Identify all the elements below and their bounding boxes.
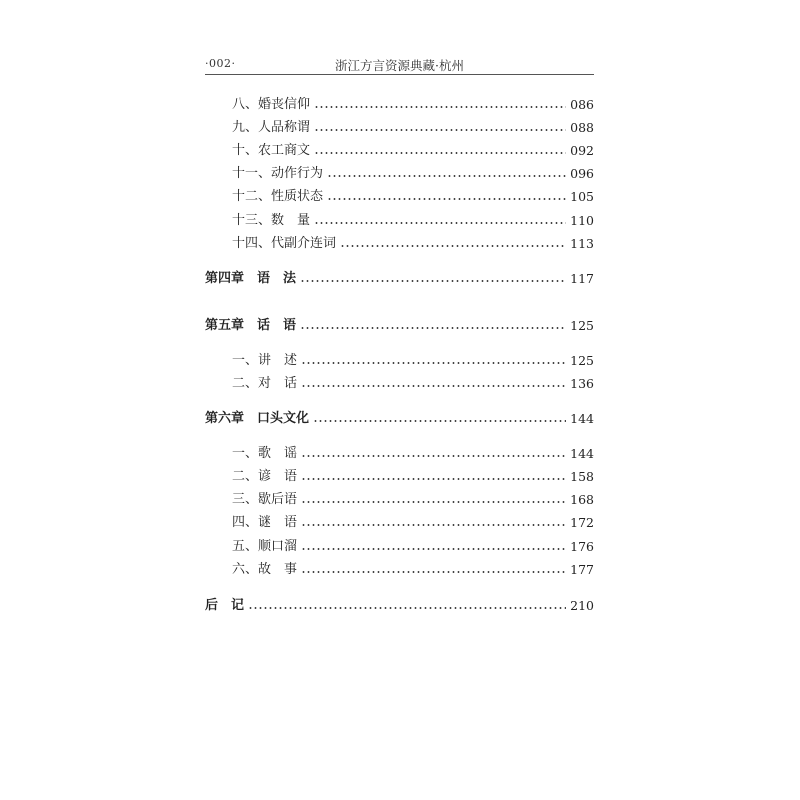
toc-entry-label: 六、故 事	[232, 562, 298, 577]
dot-leader	[301, 478, 566, 480]
toc-entry	[232, 513, 594, 533]
toc-entry-label: 三、歇后语	[232, 492, 298, 507]
toc-entry	[232, 467, 594, 487]
toc-entry	[232, 141, 594, 161]
toc-entry	[232, 537, 594, 557]
toc-entry-label: 四、谜 语	[232, 515, 298, 530]
toc-entry-page: 125	[570, 318, 594, 333]
header-page-number: ·002·	[205, 57, 236, 70]
toc-entry-page: 086	[570, 97, 594, 112]
toc-entry-page: 136	[570, 376, 594, 391]
toc-entry-page: 113	[570, 236, 594, 251]
dot-leader	[301, 385, 566, 387]
dot-leader	[301, 524, 566, 526]
header-book-title: 浙江方言资源典藏·杭州	[335, 58, 464, 73]
toc-entry-label: 十一、动作行为	[232, 166, 324, 181]
toc-chapter-label: 第五章 话 语	[205, 318, 297, 333]
toc-chapter-entry	[205, 596, 594, 616]
toc-entry	[232, 351, 594, 371]
toc-entry-page: 096	[570, 166, 594, 181]
toc-entry	[232, 187, 594, 207]
toc-entry	[232, 95, 594, 115]
dot-leader	[301, 362, 566, 364]
toc-entry	[232, 490, 594, 510]
toc-entry-label: 十三、数 量	[232, 213, 311, 228]
dot-leader	[301, 571, 566, 573]
toc-entry	[232, 374, 594, 394]
toc-entry-page: 158	[570, 469, 594, 484]
toc-entry-label: 二、对 话	[232, 376, 298, 391]
dot-leader	[300, 327, 566, 329]
dot-leader	[301, 501, 566, 503]
toc-entry-page: 125	[570, 353, 594, 368]
toc-entry-page: 105	[570, 189, 594, 204]
toc-entry	[232, 118, 594, 138]
dot-leader	[340, 245, 566, 247]
toc-entry	[232, 560, 594, 580]
toc-entry-page: 210	[570, 598, 594, 613]
toc-entry-page: 172	[570, 515, 594, 530]
toc-chapter-label: 后 记	[205, 598, 245, 613]
toc-entry-page: 088	[570, 120, 594, 135]
dot-leader	[248, 607, 566, 609]
toc-entry-label: 十四、代副介连词	[232, 236, 337, 251]
toc-entry-label: 八、婚丧信仰	[232, 97, 311, 112]
toc-entry-label: 五、顺口溜	[232, 539, 298, 554]
toc-entry-page: 144	[570, 411, 594, 426]
toc-entry-label: 十二、性质状态	[232, 189, 324, 204]
running-header	[205, 55, 594, 73]
toc-entry	[232, 234, 594, 254]
toc-entry-page: 110	[570, 213, 594, 228]
toc-chapter-entry	[205, 409, 594, 429]
toc-chapter-label: 第六章 口头文化	[205, 411, 310, 426]
toc-entry	[232, 444, 594, 464]
dot-leader	[314, 152, 566, 154]
toc-entry-label: 一、歌 谣	[232, 446, 298, 461]
toc-entry-label: 二、谚 语	[232, 469, 298, 484]
toc-entry-page: 176	[570, 539, 594, 554]
dot-leader	[301, 455, 566, 457]
header-rule	[205, 74, 594, 75]
toc-entry-page: 092	[570, 143, 594, 158]
toc-entry-page: 177	[570, 562, 594, 577]
toc-entry-page: 117	[570, 271, 594, 286]
dot-leader	[301, 548, 566, 550]
dot-leader	[314, 106, 566, 108]
toc-entry-label: 九、人品称谓	[232, 120, 311, 135]
toc-entry	[232, 164, 594, 184]
toc-entry	[232, 211, 594, 231]
toc-chapter-entry	[205, 269, 594, 289]
dot-leader	[314, 129, 566, 131]
dot-leader	[300, 280, 566, 282]
toc-chapter-entry	[205, 316, 594, 336]
dot-leader	[327, 198, 566, 200]
toc-entry-page: 144	[570, 446, 594, 461]
dot-leader	[327, 175, 566, 177]
dot-leader	[313, 420, 566, 422]
toc-chapter-label: 第四章 语 法	[205, 271, 297, 286]
toc-entry-page: 168	[570, 492, 594, 507]
toc-entry-label: 一、讲 述	[232, 353, 298, 368]
dot-leader	[314, 222, 566, 224]
toc-entry-label: 十、农工商文	[232, 143, 311, 158]
